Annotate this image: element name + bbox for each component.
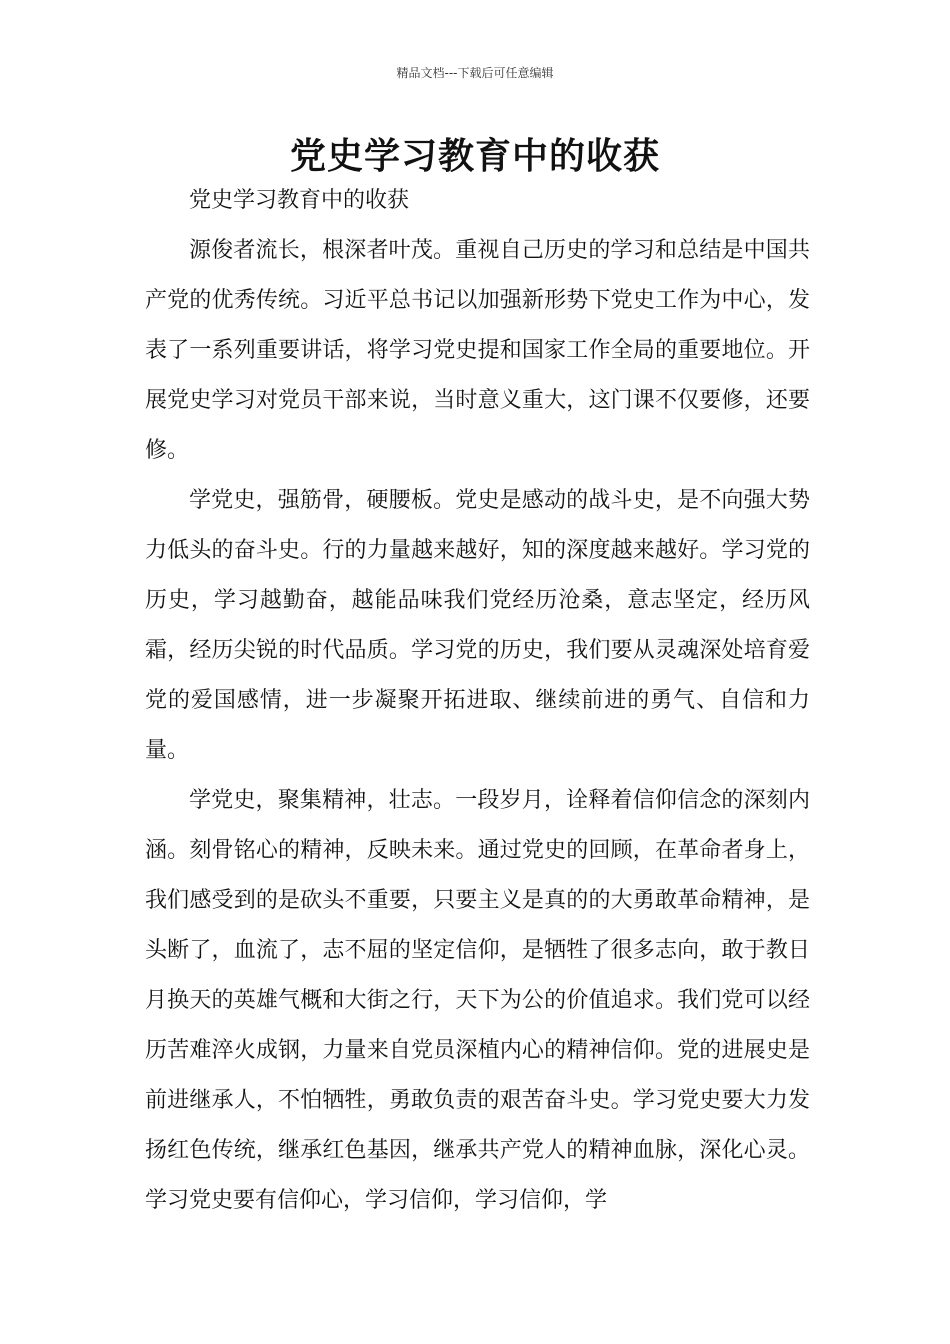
paragraph-subtitle: 党史学习教育中的收获: [189, 188, 410, 213]
paragraph: 学党史，强筋骨，硬腰板。党史是感动的战斗史，是不向强大势力低头的奋斗史。行的力量越来越好，知的深度越来越好。学习党的历史，学习越勤奋，越能品味我们党经历沧桑，意志坚定，经历风霜，经历尖锐的时代品质。学习党的历史，我们要从灵魂深处培育爱党的爱国感情，进一步凝聚开拓进取、继续前进的勇气、自信和力量。: [145, 488, 810, 763]
paragraph: 学党史，聚集精神，壮志。一段岁月，诠释着信仰信念的深刻内涵。刻骨铭心的精神，反映未来。通过党史的回顾，在革命者身上，我们感受到的是砍头不重要，只要主义是真的的大勇敢革命精神，是头断了，血流了，志不屈的坚定信仰，是牺牲了很多志向，敢于教日月换天的英雄气概和大街之行，天下为公的价值追求。我们党可以经历苦难淬火成钢，力量来自党员深植内心的精神信仰。党的进展史是前进继承人，不怕牺牲，勇敢负责的艰苦奋斗史。学习党史要大力发扬红色传统，继承红色基因，继承共产党人的精神血脉，深化心灵。学习党史要有信仰心，学习信仰，学习信仰，学: [145, 788, 810, 1213]
document-title: 党史学习教育中的收获: [289, 136, 660, 177]
header-note: 精品文档---下载后可任意编辑: [396, 66, 554, 80]
paragraph: 源俊者流长，根深者叶茂。重视自己历史的学习和总结是中国共产党的优秀传统。习近平总书记以加强新形势下党史工作为中心，发表了一系列重要讲话，将学习党史提和国家工作全局的重要地位。开展党史学习对党员干部来说，当时意义重大，这门课不仅要修，还要修。: [145, 238, 810, 463]
document-body: [145, 176, 810, 1226]
